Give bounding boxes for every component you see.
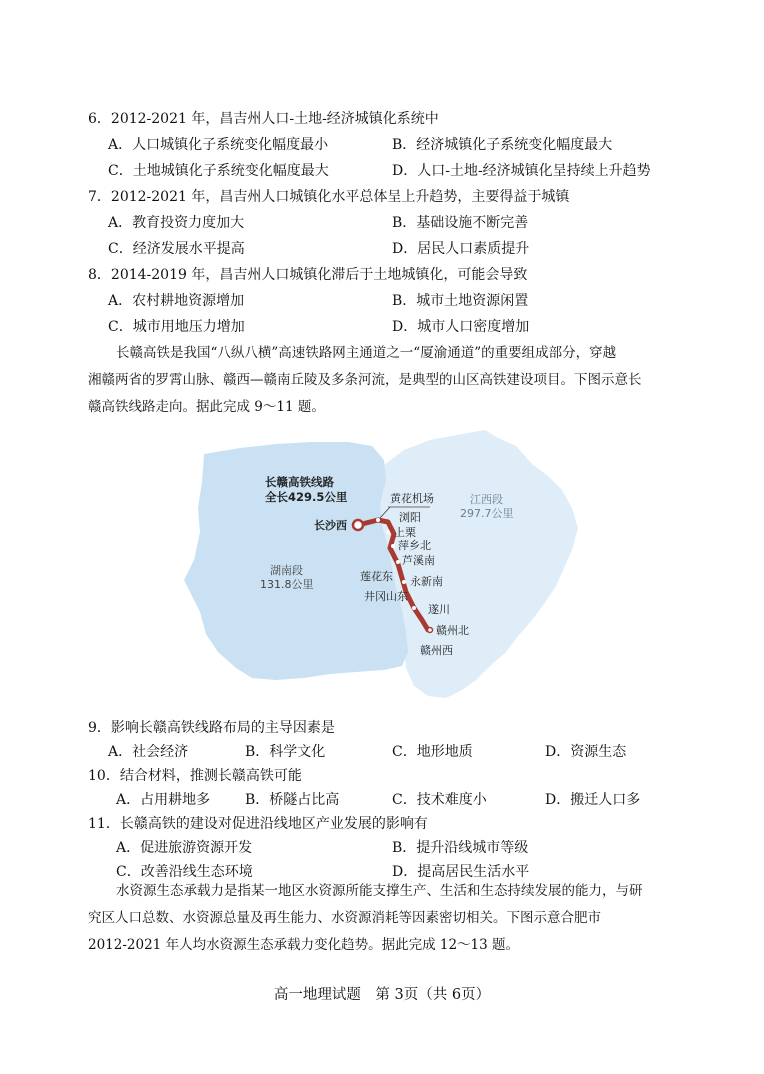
- question-9-option-c: C．地形地质: [392, 744, 473, 760]
- passage-water-resources: [88, 878, 688, 959]
- passage-2-line-1: 水资源生态承载力是指某一地区水资源所能支撑生产、生活和生态持续发展的能力，与研: [116, 883, 643, 899]
- station-label-changshaxi: 长沙西: [314, 519, 347, 532]
- station-dot-suichuan: [412, 606, 416, 610]
- station-dot-shangli: [386, 530, 390, 534]
- passage-changgan-railway: [88, 340, 688, 421]
- question-10-option-a: A．占用耕地多: [116, 792, 211, 808]
- question-9-option-d: D．资源生态: [545, 744, 627, 760]
- station-dot-yongxinnan: [402, 580, 406, 584]
- question-11-stem: 11．长赣高铁的建设对促进沿线地区产业发展的影响有: [88, 816, 428, 832]
- station-label-shangli: 上栗: [394, 526, 416, 539]
- station-dot-luxinan: [396, 560, 400, 564]
- station-dot-changshaxi: [353, 520, 363, 530]
- passage-1-line-1: 长赣高铁是我国“八纵八横”高速铁路网主通道之一“厦渝通道”的重要组成部分，穿越: [116, 345, 617, 361]
- airport-label: 黄花机场: [390, 492, 434, 505]
- hunan-length: 131.8公里: [260, 578, 314, 591]
- jiangxi-length: 297.7公里: [460, 507, 514, 520]
- passage-2-line-3: 2012-2021 年人均水资源生态承载力变化趋势。据此完成 12～13 题。: [88, 937, 520, 953]
- question-6-option-d: D．人口-土地-经济城镇化呈持续上升趋势: [392, 163, 651, 179]
- question-8-option-d: D．城市人口密度增加: [392, 319, 530, 335]
- page-footer: 高一地理试题 第 3页（共 6页）: [273, 987, 491, 1003]
- question-7-stem: 7．2012-2021 年，昌吉州人口城镇化水平总体呈上升趋势，主要得益于城镇: [88, 189, 570, 205]
- passage-1-line-3: 赣高铁线路走向。据此完成 9～11 题。: [88, 399, 325, 415]
- station-label-jinggangshandong: 井冈山东: [364, 590, 408, 603]
- question-11-option-d: D．提高居民生活水平: [392, 864, 530, 880]
- question-10-option-b: B．桥隧占比高: [245, 792, 340, 808]
- station-label-lianhuadong: 莲花东: [360, 570, 393, 583]
- question-10-stem: 10．结合材料，推测长赣高铁可能: [88, 768, 302, 784]
- question-6-stem: 6．2012-2021 年，昌吉州人口-土地-经济城镇化系统中: [88, 111, 439, 127]
- map-title-line-2: 全长429.5公里: [265, 490, 348, 504]
- station-dot-liuyang: [376, 518, 380, 522]
- station-dot-pingxiangbei: [391, 544, 395, 548]
- question-9-option-b: B．科学文化: [245, 744, 326, 760]
- question-10-option-d: D．搬迁人口多: [545, 792, 641, 808]
- passage-2-line-2: 究区人口总数、水资源总量及再生能力、水资源消耗等因素密切相关。下图示意合肥市: [88, 910, 601, 926]
- question-8-stem: 8．2014-2019 年，昌吉州人口城镇化滞后于土地城镇化，可能会导致: [88, 267, 528, 283]
- station-label-ganzhouxi: 赣州西: [420, 644, 453, 657]
- question-11-option-c: C．改善沿线生态环境: [116, 864, 253, 880]
- question-6-option-c: C．土地城镇化子系统变化幅度最大: [108, 163, 329, 179]
- question-10-option-c: C．技术难度小: [392, 792, 487, 808]
- station-dot-ganzhoubei: [428, 628, 433, 633]
- passage-1-line-2: 湘赣两省的罗霄山脉、赣西—赣南丘陵及多条河流，是典型的山区高铁建设项目。下图示意长: [88, 372, 642, 388]
- question-7-option-a: A．教育投资力度加大: [108, 215, 245, 231]
- question-11-option-b: B．提升沿线城市等级: [392, 840, 529, 856]
- question-9-stem: 9．影响长赣高铁线路布局的主导因素是: [88, 720, 335, 736]
- question-8-option-c: C．城市用地压力增加: [108, 319, 245, 335]
- railway-route-map: [180, 428, 580, 700]
- station-label-luxinan: 芦溪南: [402, 554, 435, 567]
- question-6-option-a: A．人口城镇化子系统变化幅度最小: [108, 137, 329, 153]
- map-title-line-1: 长赣高铁线路: [265, 475, 334, 489]
- question-7-option-c: C．经济发展水平提高: [108, 241, 245, 257]
- question-11-option-a: A．促进旅游资源开发: [116, 840, 253, 856]
- question-8-option-b: B．城市土地资源闲置: [392, 293, 529, 309]
- question-7-option-b: B．基础设施不断完善: [392, 215, 529, 231]
- station-label-liuyang: 浏阳: [399, 511, 421, 524]
- question-9-option-a: A．社会经济: [108, 744, 189, 760]
- station-label-pingxiangbei: 萍乡北: [398, 539, 431, 552]
- station-label-yongxinnan: 永新南: [410, 575, 443, 588]
- station-label-suichuan: 遂川: [428, 603, 450, 616]
- station-label-ganzhoubei: 赣州北: [436, 624, 469, 637]
- question-7-option-d: D．居民人口素质提升: [392, 241, 530, 257]
- question-8-option-a: A．农村耕地资源增加: [108, 293, 245, 309]
- hunan-label: 湖南段: [270, 564, 303, 577]
- jiangxi-label: 江西段: [470, 493, 503, 506]
- question-6-option-b: B．经济城镇化子系统变化幅度最大: [392, 137, 613, 153]
